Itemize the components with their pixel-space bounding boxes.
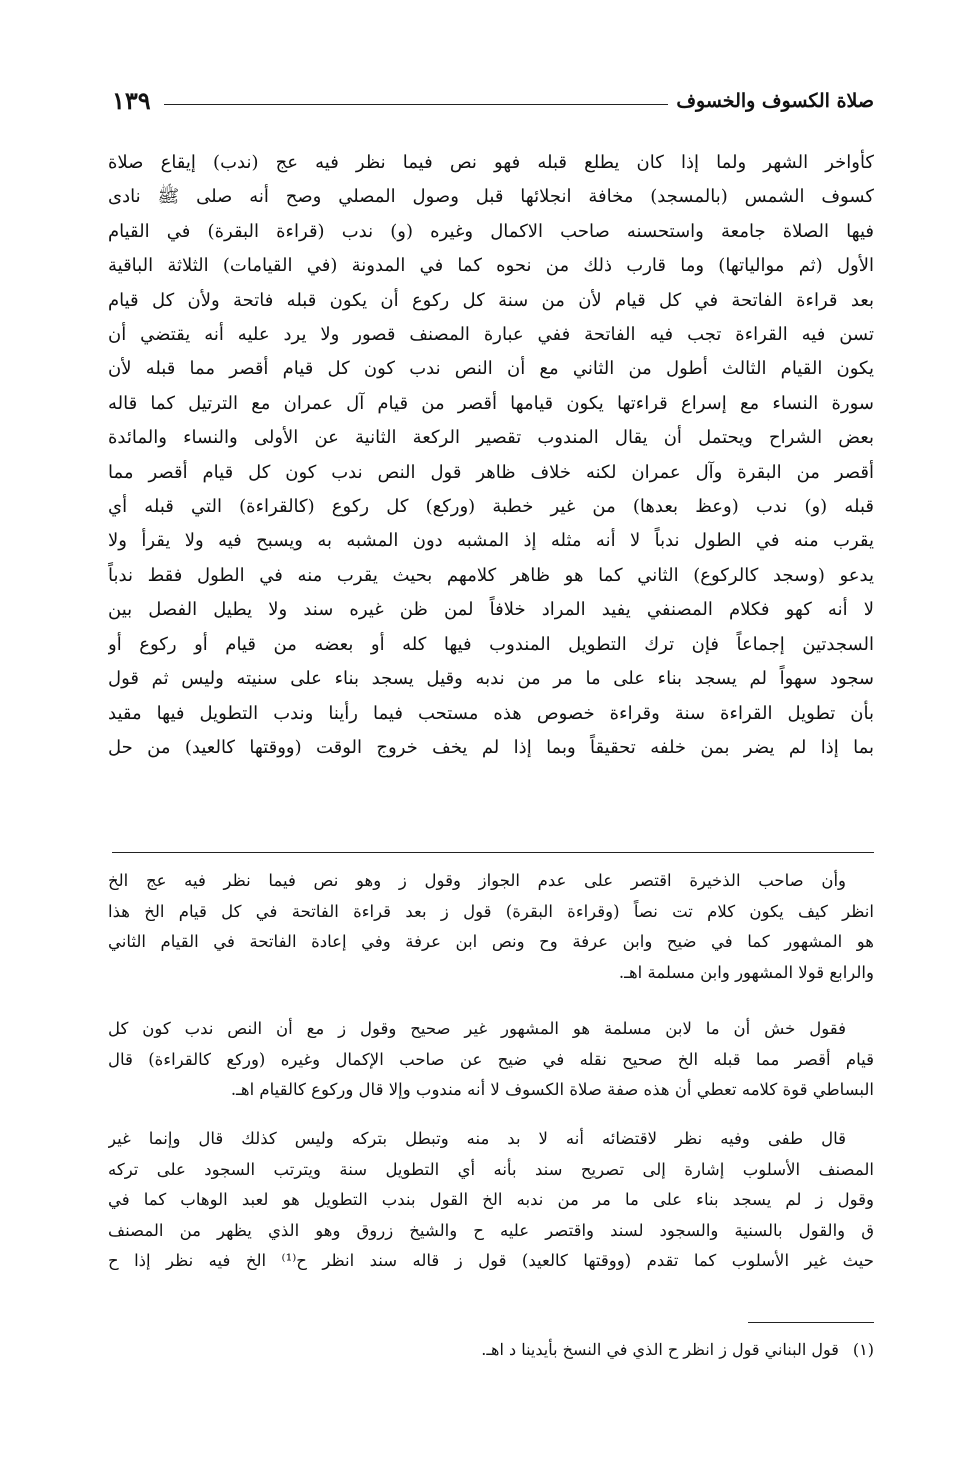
main-text-line: الأول (ثم موالياتها) وما قارب ذلك من نحوه كما في المدونة (في القيامات) الثلاثة الباقية: [108, 255, 874, 277]
running-title: صلاة الكسوف والخسوف: [676, 90, 874, 112]
commentary-line: المصنف الأسلوب إشارة إلى تصريح سند بأنه أي التطويل سنة ويترتب السجود على تركه: [108, 1159, 874, 1179]
main-text-line: فيها الصلاة جامعة واستحسنه صاحب الاكمال وغيره (و) ندب (قراءة البقرة) في القيام: [108, 220, 874, 242]
main-text-line: سورة النساء مع إسراع قراءتها يكون قيامها أقصر من قيام آل عمران مع الترتيل كما قاله: [108, 392, 874, 414]
footnote-rule: [748, 1322, 874, 1323]
main-text-line: سجود سهواً لم يسجد بناء على ما مر من ندبه وقيل يسجد بناء على سنيته وليس ثم قول: [108, 668, 874, 690]
commentary-line: قال طفى وفيه نظر لاقتضائه أنه لا بد منه وتبطل بتركه وليس كذلك قال وإنما غير: [108, 1129, 846, 1148]
main-text-line: السجدتين إجماعاً فإن ترك التطويل المندوب فيها كله أو بعضه من قيام أو ركوع أو: [108, 633, 874, 655]
main-text-line: بما إذا لم يضر بمن خلفه تحقيقاً وبما إذا لم يخف خروج الوقت (ووقتها كالعيد) من حل: [108, 736, 874, 758]
footnote-marker: (١): [852, 1340, 874, 1359]
commentary-line: وقول ز لم يسجد بناء على ما مر من ندبه الخ القول بندب التطويل هو لعبد الوهاب كما في: [108, 1190, 874, 1210]
commentary-paragraph: [108, 1014, 874, 1106]
commentary-line: انظر كيف يكون كلام تت نصاً (وقراءة البقرة) قول ز بعد قراءة الفاتحة في كل قيام الخ هذا: [108, 901, 874, 921]
page-header: [112, 86, 874, 120]
main-text-line: بأن تطويل القراءة سنة وقراءة خصوص هذه مستحب فيما رأينا وندب التطويل فيها مقيد: [108, 702, 874, 724]
page-number: ١٣٩: [112, 86, 151, 115]
main-text-line: تسن فيه القراءة تجب فيه الفاتحة ففي عبارة المصنف قصور ولا يرد عليه أنه يقتضي أن: [108, 324, 874, 346]
main-text-line: لا أنه كهو فكلام المصنفي يفيد المراد خلافاً لمن ظن غيره سند ولا يطيل الفصل بين: [108, 599, 874, 621]
commentary-line: وأن صاحب الذخيرة اقتصر على عدم الجواز وقول ز وهو نص فيما نظر فيه عج الخ: [108, 871, 846, 890]
footnote-text: قول البناني قول ز انظر ح الذي في النسخ بأيدينا د اهـ.: [481, 1340, 839, 1359]
commentary-line: ق والقول بالسنية والسجود لسند واقتصر عليه ح والشيخ زروق وهو الذي يظهر من المصنف: [108, 1220, 874, 1240]
main-text-line: كأواخر الشهر ولما إذا كان يطلع قبله فهو نص فيما نظر فيه عج (ندب) إيقاع صلاة: [108, 152, 874, 173]
main-text-line: كسوف الشمس (بالمسجد) مخافة انجلائها قبل وصول المصلي وصح أنه صلى ﷺ نادى: [108, 186, 874, 208]
commentary-line: هو المشهور كما في ضيح وابن عرفة وح ونص ابن عرفة وفي إعادة الفاتحة في القيام الثاني: [108, 932, 874, 952]
commentary-separator: [112, 852, 874, 853]
commentary-paragraph: [108, 1124, 874, 1277]
footnote: [108, 1336, 874, 1364]
header-rule: [164, 104, 668, 105]
commentary-line: حيث غير الأسلوب كما تقدم (ووقتها كالعيد) قول ز قاله سند انظر ح⁽¹⁾ الخ فيه نظر إذا ح: [108, 1251, 874, 1271]
main-text-line: يكون القيام الثالث أطول من الثاني مع أن النص ندب كون كل قيام أقصر مما قبله لأن: [108, 358, 874, 380]
main-text-line: بعض الشراح ويحتمل أن يقال المندوب تقصير الركعة الثانية عن الأولى والنساء والمائدة: [108, 427, 874, 449]
main-text-line: يقرب منه في الطول ندباً لا أنه مثله إذ المشبه دون المشبه به ويسبح فيه ولا يقرأ ولا: [108, 530, 874, 552]
main-text-line: أقصر من البقرة وآل عمران لكنه خلاف ظاهر قول النص ندب كون كل قيام أقصر مما: [108, 461, 874, 483]
commentary-line: قيام أقصر مما قبله الخ صحيح نقله في ضيح عن صاحب الإكمال وغيره (وركع كالقراءة) قال: [108, 1049, 874, 1069]
main-text-line: بعد قراءة الفاتحة في كل قيام لأن من سنة كل ركوع أن يكون قبله فاتحة ولأن كل قيام: [108, 289, 874, 311]
commentary-line: والرابع قولا المشهور وابن مسلمة اهـ.: [618, 962, 874, 982]
commentary-paragraph: [108, 866, 874, 988]
main-text-body: [108, 146, 874, 765]
main-text-line: يدعو (وسجد كالركوع) الثاني كما هو ظاهر كلامهم بحيث يقرب منه في الطول فقط ندباً: [108, 564, 874, 586]
commentary-line: فقول خش أن ما لابن مسلمة هو المشهور غير صحيح وقول ز مع أن النص ندب كون كل: [108, 1019, 846, 1038]
commentary-line: البساطي قوة كلامه تعطي أن هذه صفة صلاة الكسوف لا أنه مندوب وإلا قال وركوع كالقيام اهـ.: [230, 1080, 874, 1100]
main-text-line: قبله (و) ندب (وعظ بعدها) من غير خطبة (وركع) كل ركوع (كالقراءة) التي قبله أي: [108, 496, 874, 518]
